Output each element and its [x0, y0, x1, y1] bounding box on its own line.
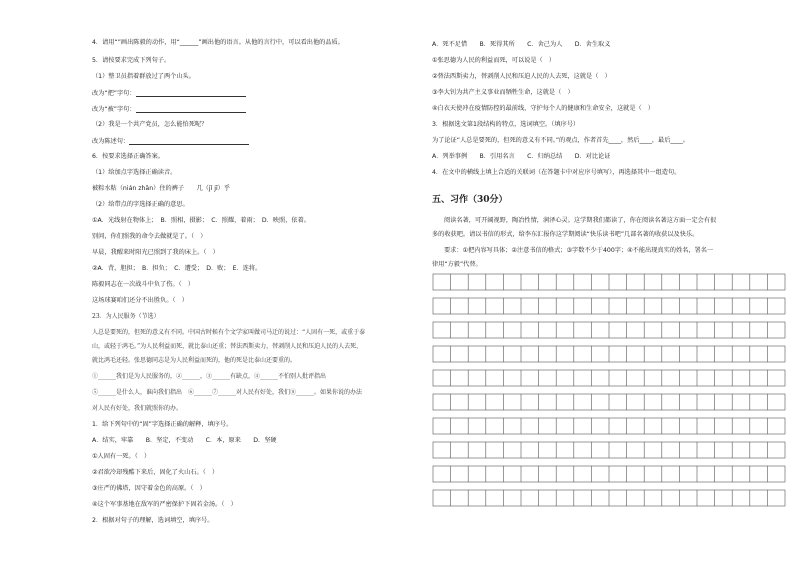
reading-line: 对人民有好处，我们就照你的办。	[92, 405, 183, 412]
meaning-options-1: ①A．光线射在物体上； B．照相，摄影； C．照耀，着雨； D．映照，依着。	[92, 217, 310, 224]
statement-blank[interactable]	[129, 138, 249, 145]
method-options: A．列举事例 B．引用名言 C．归纳总结 D．对比论证	[432, 153, 611, 160]
section-title: 五、习作（30分）	[432, 195, 508, 205]
reading-line: 就比鸿毛还轻。张思德同志是为人民利益而死的，他的死是比泰山还要重的。	[92, 357, 297, 364]
fill-sentence-4: ④白衣天使冲在疫情防控的最前线，守护每个人的健康和生命安全，这就是（ ）	[432, 105, 655, 112]
argument-sentence: 为了论证“人总是要死的，但死的意义有不同。”的观点，作者首先____，然后____，最后____。	[432, 137, 689, 144]
reading-title: 23．为人民服务（节选）	[92, 313, 160, 320]
gu-sentence-1: ①人固有一死。（ ）	[92, 453, 151, 460]
pinyin-choice: 被粽水粘（nián zhān）住的裤子 几（jǐ jī）乎	[92, 185, 231, 192]
fill-sentence-2: ②替法西斯卖力，替剥削人民和压迫人民的人去死，这就是（ ）	[432, 73, 611, 80]
question-1: 1．给下列句中的“固”字选择正确的解释，填序号。	[92, 421, 233, 428]
question-3: 3．根据选文第1段结构的特点，选词填空。（填序号）	[432, 121, 580, 128]
fill-sentence-3: ③李大钊为共产主义事业而牺牲生命，这就是（ ）	[432, 89, 574, 96]
ba-label: 改为“把”字句：	[92, 89, 136, 97]
reading-line: ⑤______是什么人，谁向我们指出 ⑥______⑦______对人民有好处，我们⑧______。如果你说的办法	[92, 389, 363, 396]
essay-prompt-line: 阅读名著，可开阔视野，陶冶性情，润泽心灵。这学期我们都读了，你在阅读名著这方面一定会有很	[444, 217, 717, 224]
meaning-options-2: ②A．背，胆担； B．担负； C．遭受； D．败； E．连将。	[92, 265, 262, 272]
question-6: 6．按要求选择正确答案。	[92, 153, 164, 160]
reading-line: 人总是要死的，但死的意义有不同。中国古时候有个文学家叫做司马迁的说过：“人固有一死，或重于泰	[92, 329, 366, 336]
question-4-right: 4．在文中的横线上填上合适的关联词（在答题卡中对应序号填写），再选择其中一组造句。	[432, 169, 681, 176]
sentence-1: （1）整卫员指着群放过了两个山头。	[92, 73, 195, 80]
meaning-sentence-2: 早晨，我醒来时阳光已照到了我的床上。（ ）	[92, 249, 219, 256]
word-options: A．死不足惜 B．死得其所 C．舍己为人 D．舍生取义	[432, 41, 611, 48]
gu-sentence-3: ③庄严的佛塔，因守着金色的高原。（ ）	[92, 485, 206, 492]
gu-sentence-4: ④这个军事基地在敌军的严密保护下固若金汤。（ ）	[92, 501, 237, 508]
question-4: 4．请用“”画出陈毅的动作，用“______”画出他的语言。从他的言行中，可以看出他的品质。	[92, 39, 344, 46]
gu-sentence-2: ②君欲冷却残酷下来后，固化了火山石。（ ）	[92, 469, 219, 476]
reading-line: 山，或轻于鸿毛。”为人民利益而死，就比泰山还重；替法西斯卖力，替剥削人民和压迫人民的人去死，	[92, 343, 363, 350]
fill-sentence-1: ①张思德为人民的利益而死，可以说是（ ）	[432, 57, 556, 64]
meaning-sentence-4: 这场球赛咱们还分不出胜负。（ ）	[92, 297, 188, 304]
meaning-sentence-1: 别问，你们照我的命令去做就是了。（ ）	[92, 233, 207, 240]
ba-sentence-row	[92, 90, 246, 97]
meaning-sentence-3: 陈毅同志在一次战斗中负了伤。（ ）	[92, 281, 195, 288]
q6-part-1: （1）给加点字选择正确读音。	[92, 169, 177, 176]
bei-sentence-row	[92, 106, 246, 113]
gu-options: A．结实，牢靠 B．坚定，不变动 C．本，原来 D．坚硬	[92, 437, 277, 444]
essay-requirements: 要求：①把内容写具体；②注意书信的格式；③字数不少于400字；④不能出现真实的姓名，署名一	[444, 247, 714, 254]
bei-blank[interactable]	[136, 106, 246, 113]
statement-row	[92, 138, 249, 145]
ba-blank[interactable]	[136, 90, 246, 97]
bei-label: 改为“被”字句：	[92, 105, 136, 113]
q6-part-2: （2）给带点的字选择正确的意思。	[92, 201, 189, 208]
question-2: 2．根据对句子的理解，选词填空，填序号。	[92, 517, 214, 524]
statement-label: 改为陈述句：	[92, 137, 130, 145]
essay-requirements-cont: 律用“方毅”代替。	[432, 261, 482, 268]
sentence-2: （2）我是一个共产党员，怎么能怕死呢？	[92, 121, 208, 128]
question-5: 5．请按要求完成下列句子。	[92, 57, 171, 64]
essay-prompt-line: 多的收获吧。请以书信的形式，给李东汇报你这学期阅读“快乐读书吧”几部名著的收获以及快乐。	[432, 231, 699, 238]
writing-grid[interactable]	[432, 272, 790, 516]
reading-line: ①______我们是为人民服务的，②______，③______有缺点，④______不怕别人批评指出	[92, 373, 327, 380]
